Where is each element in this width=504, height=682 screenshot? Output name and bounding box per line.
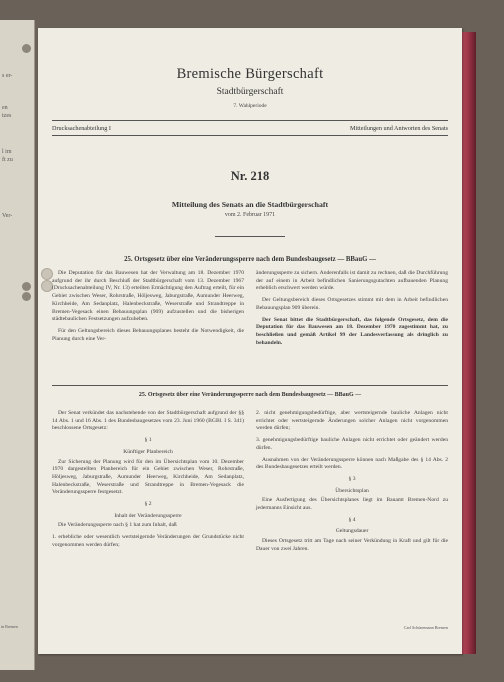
section1-right-column [256, 270, 448, 351]
left-page-fragment: s er- [2, 73, 13, 79]
paragraph: änderungssperre zu sichern. Anderenfalls ist damit zu rechnen, daß die Durchführung der auf einem in Arbeit befindlichen Sanierungsgutachten aufbauenden Planung erheblich erschwert werden würde. [256, 270, 448, 292]
publisher-imprint: Carl Schünemann Bremen [403, 625, 448, 630]
document-page [38, 28, 462, 654]
paragraph-title: Künftiger Planbereich [123, 448, 173, 455]
paragraph-number: § 3 [348, 475, 356, 482]
paragraph: Ausnahmen von der Veränderungssperre können nach Maßgabe des § 14 Abs. 2 des Bundesbaugesetzes erteilt werden. [256, 456, 448, 471]
paragraph: Eine Ausfertigung des Übersichtsplanes liegt im Bauamt Bremen-Nord zu jedermanns Einsicht aus. [256, 497, 448, 512]
list-item: 1. erhebliche oder wesentlich wertsteigernde Veränderungen der Grundstücke nicht vorgenommen werden dürfen; [52, 534, 244, 548]
section2-left-column [52, 410, 244, 554]
binder-cover-edge [462, 32, 476, 654]
parliament-title: Bremische Bürgerschaft [176, 66, 324, 82]
printed-matter-section: Drucksachenabteilung I [52, 125, 111, 132]
list-item: 2. nicht genehmigungsbedürftige, aber wertsteigernde bauliche Anlagen nicht errichtet oder wertsteigernde Änderungen solcher Anlagen nicht vorgenommen werden dürfen; [256, 410, 448, 432]
header-rule [52, 135, 448, 136]
left-page-edge [0, 20, 35, 670]
section1-left-column [52, 270, 244, 347]
punch-hole [22, 282, 31, 291]
legislative-period: 7. Wahlperiode [233, 103, 267, 109]
paragraph: Der Senat verkündet das nachstehende von der Stadtbürgerschaft aufgrund der §§ 14 Abs. 1 und 16 Abs. 1 des Bundesbaugesetzes vom 23. Juni 1960 (BGBl. I S. 341) beschlossene Ortsgesetz: [52, 410, 244, 432]
paragraph-number: § 2 [144, 501, 152, 508]
left-page-fragment: Ver- [2, 213, 13, 219]
paragraph-title: Geltungsdauer [335, 528, 369, 535]
document-heading: Mitteilung des Senats an die Stadtbürgerschaft [171, 200, 329, 209]
paragraph: Der Geltungsbereich dieses Ortsgesetzes stimmt mit dem in Arbeit befindlichen Bebauungsplan 909 überein. [256, 297, 448, 311]
section-title-2: 25. Ortsgesetz über eine Veränderungssperre nach dem Bundesbaugesetz — BBauG — [138, 392, 362, 398]
left-page-fragment: tzes [2, 113, 12, 119]
punch-hole [22, 292, 31, 301]
paragraph-number: § 1 [144, 437, 152, 444]
paragraph-number: § 4 [348, 516, 356, 523]
chamber-subtitle: Stadtbürgerschaft [216, 87, 284, 97]
section-rule [52, 385, 448, 386]
left-page-fragment: ft zu [2, 157, 13, 163]
header-rule [52, 120, 448, 121]
paragraph: Dieses Ortsgesetz tritt am Tage nach seiner Verkündung in Kraft und gilt für die Dauer von zwei Jahren. [256, 538, 448, 552]
paragraph: Für den Geltungsbereich dieses Bebauungsplanes besteht die Notwendigkeit, die Planung durch eine Ver- [52, 327, 244, 342]
paragraph-title: Übersichtsplan [335, 487, 369, 494]
document-date: vom 2. Februar 1971 [224, 212, 276, 218]
senate-request: Der Senat bittet die Stadtbürgerschaft, das folgende Ortsgesetz, dem die Deputation für das Bauwesen am 18. Dezember 1970 zugestimmt hat, zu beschließen und gemäß Artikel 99 der Landesverfassung als dringlich zu behandeln. [256, 316, 448, 346]
paragraph-title: Inhalt der Veränderungssperre [114, 512, 182, 519]
section-title-1: 25. Ortsgesetz über eine Veränderungssperre nach dem Bundesbaugesetz — BBauG — [124, 256, 376, 263]
list-item: 3. genehmigungsbedürftige bauliche Anlagen nicht errichtet oder geändert werden dürfen. [256, 437, 448, 451]
left-page-fragment: l im [2, 149, 12, 155]
title-separator [215, 236, 285, 237]
paragraph: Die Veränderungssperre nach § 1 hat zum Inhalt, daß [58, 522, 177, 529]
paragraph: Zur Sicherung der Planung wird für den im Übersichtsplan vom 10. Dezember 1970 dargestellten Planbereich für ein Gebiet zwischen Weser, Rohrstraße, Höljesweg, Jaburgstraße, Aumunder Heerweg, Kirchheide, Am Sedanplatz, Halenbeckstraße, Weserstraße und Strandtreppe in Bremen-Vegesack die Veränderungssperre festgesetzt. [52, 458, 244, 496]
paragraph: Die Deputation für das Bauwesen hat der Verwaltung am 18. Dezember 1970 aufgrund der ihr durch Beschluß der Stadtbürgerschaft vom 13. Dezember 1967 (Drucksachenabteilung IV, Nr. 13) erteilten Ermächtigung den Auftrag erteilt, für ein Gebiet zwischen Weser, Rohrstraße, Höljesweg, Jaburgstraße, Aumunder Heerweg, Kirchheide, Am Sedanplatz, Halenbeckstraße, Weserstraße und Strandtreppe in Bremen-Vegesack einen Bebauungsplan (909) aufzustellen und die bisherigen städtebaulichen Festsetzungen aufzuheben. [52, 270, 244, 323]
left-page-fragment: in Bremen [1, 624, 18, 629]
section2-right-column [256, 410, 448, 558]
document-number: Nr. 218 [230, 169, 270, 183]
left-page-fragment: en [2, 105, 8, 111]
document-category: Mitteilungen und Antworten des Senats [350, 125, 448, 132]
punch-hole [22, 44, 31, 53]
